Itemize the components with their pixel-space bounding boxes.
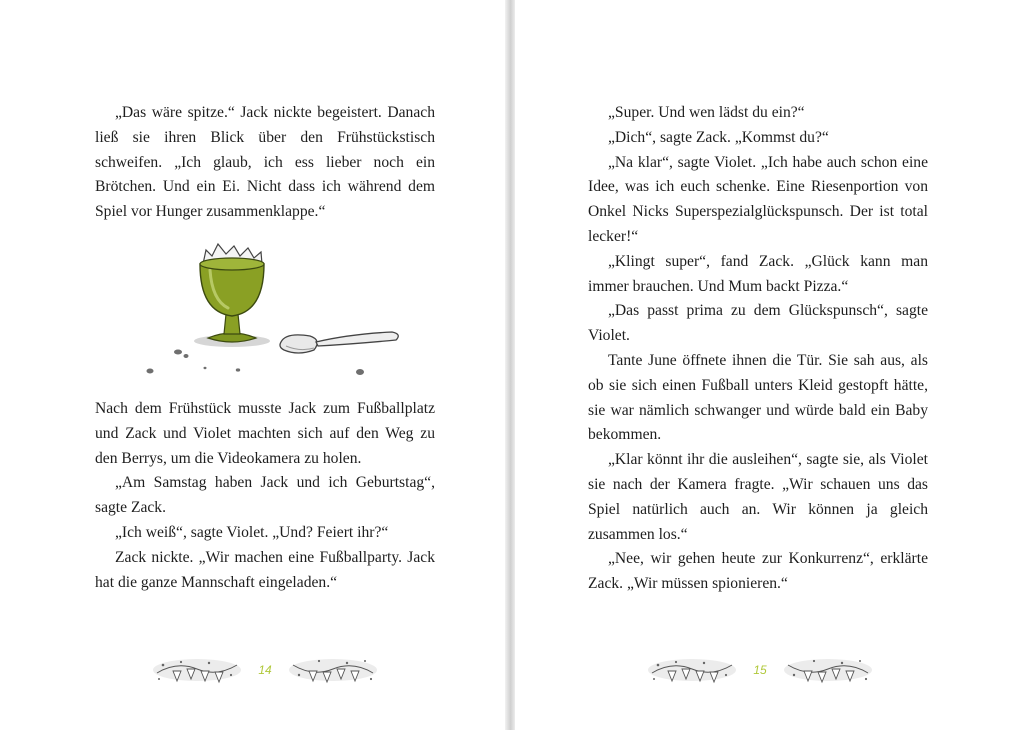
paragraph: Nach dem Frühstück musste Jack zum Fußballplatz und Zack und Violet machten sich auf den Weg zu den Berrys, um die Videokamera zu holen.: [95, 400, 435, 467]
floral-ornament-icon: [646, 653, 738, 687]
paragraph: „Ich weiß“, sagte Violet. „Und? Feiert ihr?“: [115, 523, 389, 541]
page-footer: [140, 650, 390, 690]
paragraph: „Super. Und wen lädst du ein?“: [608, 104, 805, 121]
paragraph: Zack nickte. „Wir machen eine Fußballparty. Jack hat die ganze Mannschaft eingeladen.“: [95, 548, 435, 591]
page-number: 15: [753, 663, 767, 677]
crumbs: [147, 350, 365, 376]
paragraph: „Klar könnt ihr die ausleihen“, sagte sie, als Violet sie nach der Kamera fragte. „Wir schauen uns das Spiel natürlich auch an. Wir können ja gleich zusammen los.“: [588, 451, 928, 543]
paragraph: „Na klar“, sagte Violet. „Ich habe auch schon eine Idee, was ich euch schenke. Eine Riesenportion von Onkel Nicks Superspezialglückspunsch. Der ist total lecker!“: [588, 153, 928, 245]
right-text: [588, 101, 928, 597]
floral-ornament-icon: [782, 653, 874, 687]
paragraph: „Das passt prima zu dem Glückspunsch“, sagte Violet.: [588, 302, 928, 345]
paragraph: „Das wäre spitze.“ Jack nickte begeistert. Danach ließ sie ihren Blick über den Frühstückstisch schweifen. „Ich glaub, ich ess lieber noch ein Brötchen. Und ein Ei. Nicht dass ich während dem Spiel vor Hunger zusammenklappe.“: [95, 104, 435, 221]
left-text-bottom: [95, 397, 435, 595]
page-footer: [635, 650, 885, 690]
paragraph: „Klingt super“, fand Zack. „Glück kann man immer brauchen. Und Mum backt Pizza.“: [588, 252, 928, 295]
egg-cup-illustration: [140, 240, 410, 380]
paragraph: „Dich“, sagte Zack. „Kommst du?“: [608, 128, 829, 146]
paragraph: „Am Samstag haben Jack und ich Geburtstag“, sagte Zack.: [95, 474, 435, 517]
floral-ornament-icon: [287, 653, 379, 687]
book-gutter: [505, 0, 515, 730]
paragraph: „Nee, wir gehen heute zur Konkurrenz“, erklärte Zack. „Wir müssen spionieren.“: [588, 550, 928, 593]
left-page: [0, 0, 505, 730]
paragraph: Tante June öffnete ihnen die Tür. Sie sah aus, als ob sie sich einen Fußball unters Kleid gestopft hätte, sie war nämlich schwanger und würde bald ein Baby bekommen.: [588, 351, 928, 444]
page-number: 14: [258, 663, 272, 677]
floral-ornament-icon: [151, 653, 243, 687]
right-page: [515, 0, 1020, 730]
left-text-top: [95, 101, 435, 225]
